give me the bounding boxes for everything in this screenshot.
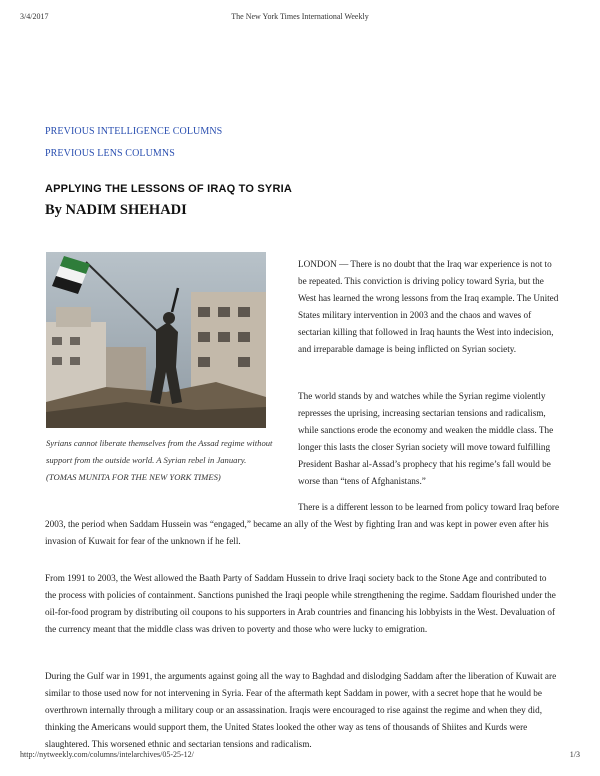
rebel-flag-photo (46, 252, 266, 428)
article-byline: By NADIM SHEHADI (45, 202, 187, 218)
article-paragraph: LONDON — There is no doubt that the Iraq war experience is not to be repeated. This conviction is driving policy toward Syria, but the West has learned the wrong lessons from the Iraq example. The United States military intervention in 2003 and the chaos and waves of sectarian killing that followed in Iraq haunts the West into indecision, and irreparable damage is being inflicted on Syrian society. (298, 259, 559, 354)
article-photo (46, 252, 266, 428)
article-headline: APPLYING THE LESSONS OF IRAQ TO SYRIA (45, 183, 292, 195)
print-url: http://nytweekly.com/columns/intelarchives/05-25-12/ (20, 750, 194, 759)
article-paragraph: The world stands by and watches while the Syrian regime violently represses the uprising, increasing sectarian tensions and radicalism, while sanctions erode the economy and weaken the middle class. The longer this lasts the closer Syrian society will move toward fulfilling President Bashar al-Assad’s prophecy that his regime’s fall would be worse than “tens of Afghanistans.” (298, 391, 554, 486)
article-paragraph: During the Gulf war in 1991, the arguments against going all the way to Baghdad and dislodging Saddam after the liberation of Kuwait are similar to those used now for not intervening in Syria. Fear of the aftermath kept Saddam in power, with a secret hope that he would be overthrown internally through a military coup or an assassination. Iraqis were encouraged to rise against the regime and when they did, thinking the Americans would support them, the United States looked the other way as tens of thousands of Shiites and Kurds were slaughtered. This worsened ethnic and sectarian tensions and radicalism. (45, 671, 557, 749)
print-footer (20, 750, 580, 762)
previous-lens-columns-link[interactable]: PREVIOUS LENS COLUMNS (45, 148, 175, 159)
page-number: 1/3 (569, 750, 580, 759)
print-header (20, 12, 580, 24)
photo-caption: Syrians cannot liberate themselves from the Assad regime without support from the outside world. A Syrian rebel in January. (TOMAS MUNITA FOR THE NEW YORK TIMES) (46, 438, 273, 482)
print-date: 3/4/2017 (20, 12, 49, 21)
previous-intelligence-columns-link[interactable]: PREVIOUS INTELLIGENCE COLUMNS (45, 126, 223, 137)
print-site-title: The New York Times International Weekly (231, 12, 369, 21)
article-paragraph: From 1991 to 2003, the West allowed the Baath Party of Saddam Hussein to drive Iraqi society back to the Stone Age and contributed to the process with policies of containment. Sanctions punished the Iraqi people while strengthening the regime. Saddam flourished under the oil-for-food program by distributing oil coupons to his supporters in Arab countries and financing his lobbyists in the West. Devaluation of the currency meant that the middle class was driven to poverty and those who were lucky to emigration. (45, 573, 556, 634)
article-paragraph: There is a different lesson to be learned from policy toward Iraq before 2003, the period when Saddam Hussein was “engaged,” became an ally of the West by fighting Iran and was kept in power even after his invasion of Kuwait for fear of the unknown if he fell. (45, 502, 560, 546)
